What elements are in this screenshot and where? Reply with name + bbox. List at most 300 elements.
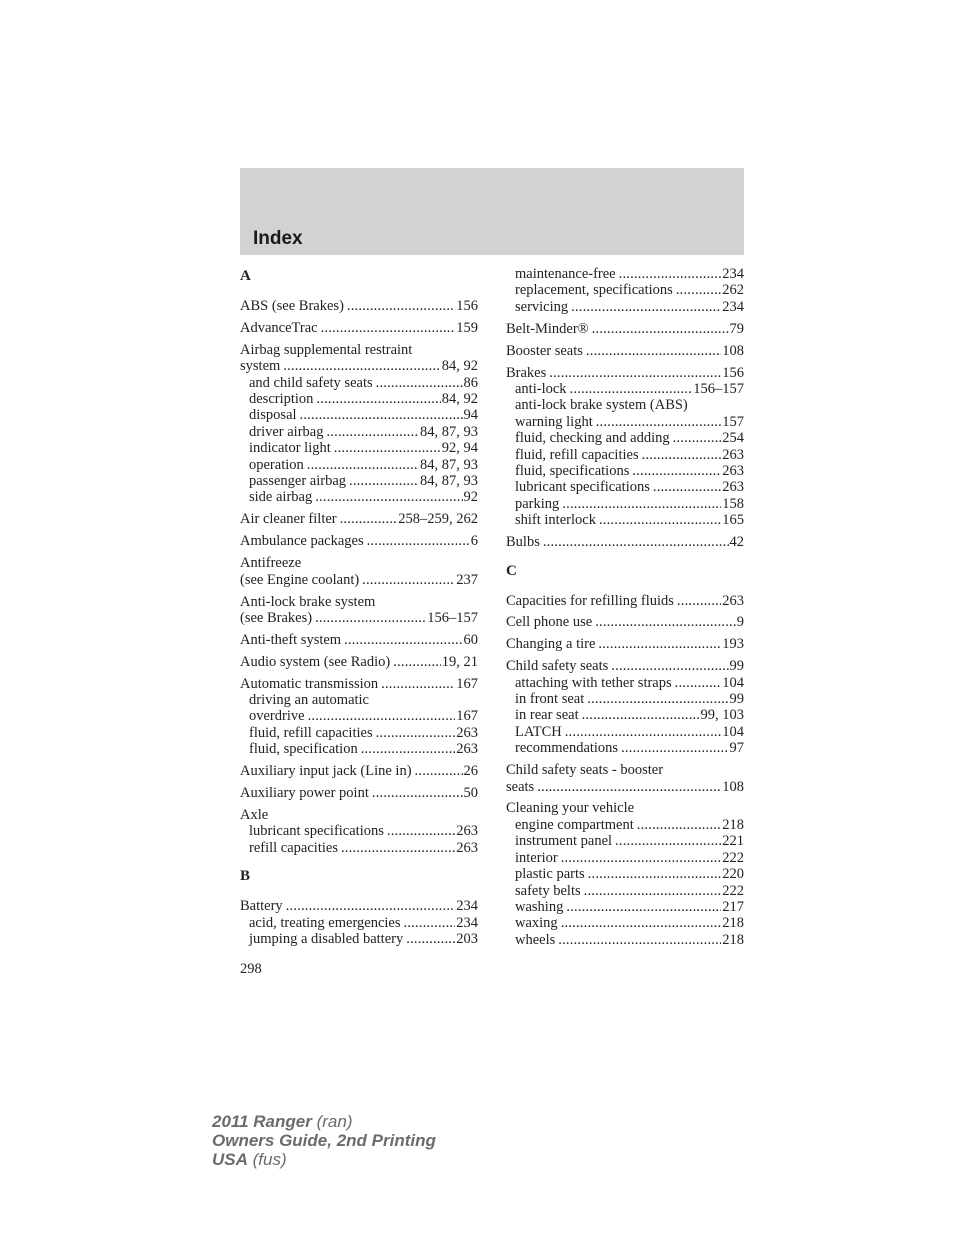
index-entry-line xyxy=(506,534,744,550)
entry-page-ref: 94 xyxy=(463,407,478,424)
index-entry-line xyxy=(240,533,478,549)
entry-text: safety belts xyxy=(515,882,581,899)
dot-leader xyxy=(404,915,456,931)
entry-text: Anti-lock brake system xyxy=(240,593,376,610)
index-entry-line xyxy=(240,320,478,336)
index-subentry xyxy=(506,707,744,723)
index-entry xyxy=(240,555,478,588)
entry-page-ref: 220 xyxy=(722,866,744,883)
index-entry-line xyxy=(240,511,478,527)
entry-text: Axle xyxy=(240,806,269,823)
entry-page-ref: 108 xyxy=(722,778,744,795)
dot-leader xyxy=(316,391,440,407)
index-entry xyxy=(506,658,744,756)
entry-page-ref: 217 xyxy=(722,898,744,915)
dot-leader xyxy=(675,675,722,691)
entry-text: description xyxy=(249,391,314,408)
entry-page-ref: 42 xyxy=(729,534,744,551)
entry-page-ref: 156–157 xyxy=(427,609,478,626)
entry-text: driver airbag xyxy=(249,423,324,440)
dot-leader xyxy=(372,785,463,801)
entry-page-ref: 99, 103 xyxy=(700,707,744,724)
entry-page-ref: 97 xyxy=(729,740,744,757)
entry-page-ref: 156 xyxy=(722,364,744,381)
dot-leader xyxy=(584,883,722,899)
entry-page-ref: 263 xyxy=(722,592,744,609)
index-entry xyxy=(506,593,744,609)
index-entry-line xyxy=(240,298,478,314)
entry-page-ref: 86 xyxy=(463,374,478,391)
dot-leader xyxy=(344,632,462,648)
dot-leader xyxy=(558,932,721,948)
index-entry xyxy=(240,898,478,947)
index-subentry xyxy=(240,692,478,708)
entry-text: engine compartment xyxy=(515,816,634,833)
index-entry-line xyxy=(240,632,478,648)
entry-page-ref: 218 xyxy=(722,816,744,833)
entry-text: acid, treating emergencies xyxy=(249,914,401,931)
entry-page-ref: 167 xyxy=(456,675,478,692)
dot-leader xyxy=(677,593,721,609)
index-entry-line xyxy=(506,343,744,359)
entry-page-ref: 50 xyxy=(463,785,478,802)
entry-text: Battery xyxy=(240,898,283,915)
index-subentry xyxy=(506,740,744,756)
index-entry-line xyxy=(240,358,478,374)
entry-text: instrument panel xyxy=(515,833,613,850)
entry-page-ref: 234 xyxy=(722,298,744,315)
entry-page-ref: 263 xyxy=(722,462,744,479)
entry-page-ref: 237 xyxy=(456,571,478,588)
dot-leader xyxy=(582,707,700,723)
footer-guide: Owners Guide, 2nd Printing xyxy=(212,1131,436,1150)
index-subentry xyxy=(506,414,744,430)
index-entry-line xyxy=(240,610,478,626)
entry-text: plastic parts xyxy=(515,866,585,883)
entry-page-ref: 258–259, 262 xyxy=(398,511,478,528)
dot-leader xyxy=(340,511,398,527)
index-entry xyxy=(506,365,744,529)
entry-page-ref: 84, 87, 93 xyxy=(420,473,478,490)
index-entry-line xyxy=(240,342,478,358)
dot-leader xyxy=(283,358,440,374)
section-letter: C xyxy=(506,562,517,579)
index-subentry xyxy=(240,931,478,947)
dot-leader xyxy=(673,430,722,446)
entry-page-ref: 193 xyxy=(722,636,744,653)
index-subentry xyxy=(506,381,744,397)
entry-text: anti-lock xyxy=(515,380,567,397)
entry-page-ref: 108 xyxy=(722,342,744,359)
dot-leader xyxy=(406,931,455,947)
index-entry-line xyxy=(240,555,478,571)
index-subentry xyxy=(506,447,744,463)
entry-text: parking xyxy=(515,495,560,512)
dot-leader xyxy=(415,763,463,779)
index-subentry xyxy=(240,915,478,931)
entry-text: Air cleaner filter xyxy=(240,511,337,528)
page-title: Index xyxy=(253,228,303,249)
entry-text: Child safety seats xyxy=(506,658,609,675)
index-column-left xyxy=(240,266,478,953)
dot-leader xyxy=(381,676,455,692)
index-entry-line xyxy=(240,898,478,914)
dot-leader xyxy=(341,840,455,856)
dot-leader xyxy=(387,823,455,839)
index-subentry xyxy=(240,725,478,741)
entry-text: indicator light xyxy=(249,440,331,457)
index-column-right xyxy=(506,266,744,954)
footer-market-code: (fus) xyxy=(252,1150,287,1169)
entry-page-ref: 167 xyxy=(456,708,478,725)
entry-text: Changing a tire xyxy=(506,636,596,653)
dot-leader xyxy=(543,534,729,550)
dot-leader xyxy=(570,381,693,397)
index-subentry xyxy=(506,463,744,479)
index-subentry xyxy=(506,932,744,948)
entry-text: replacement, specifications xyxy=(515,282,673,299)
footer-model-line xyxy=(212,1112,436,1131)
index-entry-line xyxy=(240,654,478,670)
dot-leader xyxy=(362,572,455,588)
entry-page-ref: 262 xyxy=(722,282,744,299)
index-subentry xyxy=(506,817,744,833)
entry-page-ref: 263 xyxy=(456,823,478,840)
entry-page-ref: 156–157 xyxy=(693,380,744,397)
index-subentry xyxy=(240,457,478,473)
entry-text: recommendations xyxy=(515,740,619,757)
index-subentry xyxy=(506,691,744,707)
index-subentry xyxy=(506,430,744,446)
entry-text: Brakes xyxy=(506,364,547,381)
index-entry-line xyxy=(506,636,744,652)
dot-leader xyxy=(598,636,721,652)
dot-leader xyxy=(637,817,721,833)
index-entry-line xyxy=(240,572,478,588)
entry-page-ref: 263 xyxy=(456,741,478,758)
entry-text: Auxiliary input jack (Line in) xyxy=(240,763,412,780)
document-footer xyxy=(212,1112,436,1169)
entry-page-ref: 157 xyxy=(722,413,744,430)
dot-leader xyxy=(596,414,722,430)
entry-text: waxing xyxy=(515,915,558,932)
dot-leader xyxy=(587,691,728,707)
entry-text: wheels xyxy=(515,931,556,948)
index-entry xyxy=(506,614,744,630)
entry-text: (see Brakes) xyxy=(240,609,313,626)
entry-text: Capacities for refilling fluids xyxy=(506,592,674,609)
footer-market: USA xyxy=(212,1150,248,1169)
entry-page-ref: 60 xyxy=(463,631,478,648)
dot-leader xyxy=(676,282,721,298)
dot-leader xyxy=(300,407,463,423)
index-entry xyxy=(506,762,744,795)
page-number: 298 xyxy=(240,961,262,977)
dot-leader xyxy=(347,298,455,314)
dot-leader xyxy=(653,479,721,495)
dot-leader xyxy=(326,424,419,440)
index-subentry xyxy=(506,866,744,882)
index-subentry xyxy=(506,299,744,315)
index-subentry xyxy=(506,496,744,512)
entry-text: passenger airbag xyxy=(249,473,347,490)
entry-page-ref: 234 xyxy=(722,266,744,282)
dot-leader xyxy=(286,898,456,914)
section-letter: B xyxy=(240,868,251,885)
entry-page-ref: 104 xyxy=(722,723,744,740)
index-subentry xyxy=(506,397,744,413)
entry-page-ref: 218 xyxy=(722,931,744,948)
dot-leader xyxy=(586,343,721,359)
dot-leader xyxy=(376,375,463,391)
dot-leader xyxy=(321,320,456,336)
entry-text: Anti-theft system xyxy=(240,631,342,648)
index-entry xyxy=(240,807,478,856)
index-entry-line xyxy=(506,614,744,630)
entry-page-ref: 84, 87, 93 xyxy=(420,423,478,440)
index-entry-line xyxy=(240,676,478,692)
index-subentry xyxy=(506,479,744,495)
footer-market-line xyxy=(212,1150,436,1169)
entry-text: anti-lock brake system (ABS) xyxy=(515,397,688,414)
index-entry-line xyxy=(506,779,744,795)
entry-text: servicing xyxy=(515,298,569,315)
footer-model: 2011 Ranger xyxy=(212,1112,312,1131)
entry-text: and child safety seats xyxy=(249,374,373,391)
entry-text: Audio system (see Radio) xyxy=(240,653,391,670)
dot-leader xyxy=(393,654,441,670)
dot-leader xyxy=(621,740,728,756)
entry-page-ref: 84, 92 xyxy=(441,358,478,375)
entry-text: fluid, specification xyxy=(249,741,358,758)
entry-page-ref: 158 xyxy=(722,495,744,512)
dot-leader xyxy=(642,447,722,463)
index-subentry xyxy=(240,741,478,757)
index-entry xyxy=(506,636,744,652)
entry-text: overdrive xyxy=(249,708,305,725)
index-entry xyxy=(240,342,478,506)
index-entry xyxy=(240,511,478,527)
entry-page-ref: 26 xyxy=(463,763,478,780)
entry-page-ref: 221 xyxy=(722,833,744,850)
index-subentry xyxy=(506,833,744,849)
index-header-band xyxy=(240,168,744,255)
entry-text: driving an automatic xyxy=(249,692,369,709)
entry-page-ref: 263 xyxy=(722,446,744,463)
dot-leader xyxy=(315,610,426,626)
index-entry xyxy=(240,533,478,549)
index-subentry xyxy=(506,266,744,282)
entry-text: side airbag xyxy=(249,489,313,506)
entry-page-ref: 218 xyxy=(722,915,744,932)
dot-leader xyxy=(571,299,721,315)
index-subentry xyxy=(240,407,478,423)
footer-guide-line xyxy=(212,1131,436,1150)
index-subentry xyxy=(240,823,478,839)
index-subentry xyxy=(506,282,744,298)
entry-text: fluid, refill capacities xyxy=(249,724,373,741)
index-subentry xyxy=(506,512,744,528)
index-entry xyxy=(240,632,478,648)
entry-text: ABS (see Brakes) xyxy=(240,298,344,314)
entry-text: shift interlock xyxy=(515,512,596,529)
entry-page-ref: 92, 94 xyxy=(441,440,478,457)
entry-text: Child safety seats - booster xyxy=(506,762,664,779)
dot-leader xyxy=(561,850,722,866)
entry-text: lubricant specifications xyxy=(249,823,384,840)
index-entry-line xyxy=(506,321,744,337)
entry-page-ref: 99 xyxy=(729,658,744,675)
index-subentry xyxy=(506,675,744,691)
index-entry-line xyxy=(240,785,478,801)
entry-text: Cell phone use xyxy=(506,614,593,631)
index-entry xyxy=(240,320,478,336)
index-subentry xyxy=(240,489,478,505)
dot-leader xyxy=(562,496,721,512)
index-entry-line xyxy=(240,807,478,823)
entry-text: Belt-Minder® xyxy=(506,320,589,337)
entry-page-ref: 156 xyxy=(456,298,478,314)
entry-page-ref: 203 xyxy=(456,931,478,947)
entry-page-ref: 222 xyxy=(722,849,744,866)
index-subentry xyxy=(240,424,478,440)
entry-page-ref: 263 xyxy=(456,724,478,741)
entry-page-ref: 263 xyxy=(722,479,744,496)
index-subentry xyxy=(240,391,478,407)
dot-leader xyxy=(361,741,456,757)
entry-page-ref: 79 xyxy=(729,320,744,337)
entry-text: Cleaning your vehicle xyxy=(506,800,635,817)
entry-text: in front seat xyxy=(515,691,585,708)
index-subentry xyxy=(506,850,744,866)
dot-leader xyxy=(308,708,456,724)
dot-leader xyxy=(588,866,722,882)
index-entry-line xyxy=(506,365,744,381)
dot-leader xyxy=(537,779,721,795)
index-entry-line xyxy=(240,763,478,779)
entry-text: jumping a disabled battery xyxy=(249,931,404,947)
entry-page-ref: 84, 87, 93 xyxy=(420,456,478,473)
entry-page-ref: 19, 21 xyxy=(441,653,478,670)
index-entry xyxy=(240,676,478,758)
index-subentry xyxy=(506,899,744,915)
index-entry xyxy=(506,266,744,315)
entry-page-ref: 165 xyxy=(722,512,744,529)
entry-page-ref: 254 xyxy=(722,430,744,447)
dot-leader xyxy=(566,899,721,915)
entry-text: Bulbs xyxy=(506,534,540,551)
entry-page-ref: 159 xyxy=(456,319,478,336)
dot-leader xyxy=(592,321,729,337)
dot-leader xyxy=(315,489,462,505)
entry-text: disposal xyxy=(249,407,297,424)
entry-text: AdvanceTrac xyxy=(240,319,318,336)
dot-leader xyxy=(615,833,721,849)
index-subentry xyxy=(240,473,478,489)
index-entry xyxy=(240,654,478,670)
index-subentry xyxy=(240,708,478,724)
index-entry-line xyxy=(506,762,744,778)
entry-page-ref: 234 xyxy=(456,898,478,915)
index-subentry xyxy=(240,375,478,391)
index-subentry xyxy=(240,840,478,856)
entry-page-ref: 263 xyxy=(456,839,478,856)
dot-leader xyxy=(349,473,419,489)
index-entry-line xyxy=(506,800,744,816)
entry-page-ref: 84, 92 xyxy=(441,391,478,408)
index-entry xyxy=(240,594,478,627)
entry-text: attaching with tether straps xyxy=(515,674,672,691)
entry-text: Booster seats xyxy=(506,342,583,359)
entry-text: system xyxy=(240,358,281,375)
entry-text: seats xyxy=(506,778,535,795)
entry-text: (see Engine coolant) xyxy=(240,571,360,588)
index-entry-line xyxy=(506,593,744,609)
entry-text: Airbag supplemental restraint xyxy=(240,341,413,358)
dot-leader xyxy=(619,266,722,282)
entry-text: Auxiliary power point xyxy=(240,785,369,802)
index-entry xyxy=(506,343,744,359)
index-subentry xyxy=(506,724,744,740)
section-letter: A xyxy=(240,268,251,284)
dot-leader xyxy=(549,365,721,381)
entry-page-ref: 92 xyxy=(463,489,478,506)
dot-leader xyxy=(334,440,441,456)
entry-text: lubricant specifications xyxy=(515,479,650,496)
index-subentry xyxy=(506,883,744,899)
index-entry xyxy=(240,298,478,314)
entry-text: Automatic transmission xyxy=(240,675,379,692)
dot-leader xyxy=(307,457,419,473)
dot-leader xyxy=(376,725,456,741)
dot-leader xyxy=(367,533,470,549)
footer-model-code: (ran) xyxy=(316,1112,353,1131)
entry-page-ref: 104 xyxy=(722,674,744,691)
dot-leader xyxy=(611,658,728,674)
dot-leader xyxy=(565,724,722,740)
entry-text: refill capacities xyxy=(249,839,338,856)
entry-text: washing xyxy=(515,898,564,915)
dot-leader xyxy=(561,915,722,931)
entry-text: operation xyxy=(249,456,304,473)
entry-text: fluid, checking and adding xyxy=(515,430,670,447)
index-entry xyxy=(240,785,478,801)
index-subentry xyxy=(506,915,744,931)
index-entry xyxy=(506,534,744,550)
dot-leader xyxy=(599,512,721,528)
index-entry xyxy=(506,321,744,337)
entry-page-ref: 9 xyxy=(736,614,744,631)
entry-text: interior xyxy=(515,849,558,866)
entry-text: Ambulance packages xyxy=(240,533,364,550)
entry-page-ref: 99 xyxy=(729,691,744,708)
dot-leader xyxy=(595,614,736,630)
entry-text: maintenance-free xyxy=(515,266,616,282)
entry-text: fluid, specifications xyxy=(515,462,630,479)
entry-page-ref: 222 xyxy=(722,882,744,899)
index-entry xyxy=(506,800,744,948)
dot-leader xyxy=(632,463,721,479)
entry-page-ref: 234 xyxy=(456,914,478,931)
entry-text: in rear seat xyxy=(515,707,579,724)
entry-text: fluid, refill capacities xyxy=(515,446,639,463)
index-subentry xyxy=(240,440,478,456)
index-entry-line xyxy=(240,594,478,610)
index-entry xyxy=(240,763,478,779)
index-entry-line xyxy=(506,658,744,674)
entry-page-ref: 6 xyxy=(470,533,478,550)
entry-text: LATCH xyxy=(515,723,562,740)
